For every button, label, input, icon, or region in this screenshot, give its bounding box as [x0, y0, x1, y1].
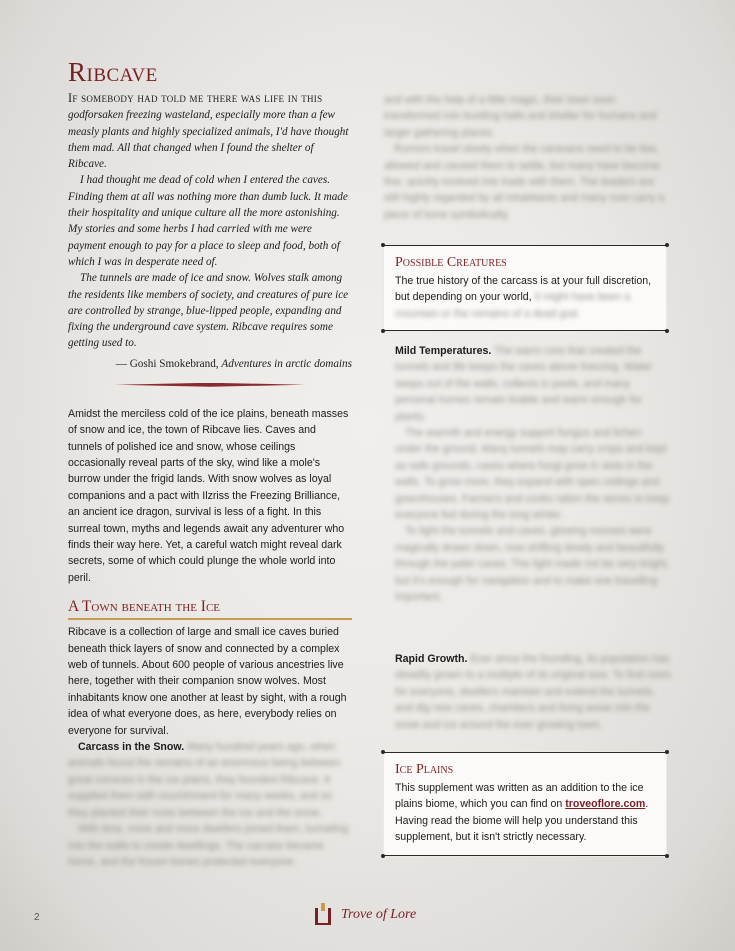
right-section-rapid-growth: [395, 651, 671, 733]
sidebar-heading: Ice Plains: [395, 762, 454, 777]
blurred-text: With time, more and more dwellers joined them, tunneling into the walls to create dwellings. The carcass became home, and the frozen bones protected everyone.: [68, 823, 349, 868]
runin-mild-temperatures: Mild Temperatures.: [395, 345, 492, 357]
blurred-text: it might have been a mountain or the remains of a dead god.: [395, 291, 630, 320]
intro-paragraph: Amidst the merciless cold of the ice plains, beneath masses of snow and ice, the town of Ribcave lies. Caves and tunnels of polished ice and snow, whose ceilings occasionally reveal parts of the sky, wind like a mole's burrow under the frigid lands. With snow wolves as loyal companions and a pact with Ilzriss the Freezing Brilliance, an ancient ice dragon, survival is less of a fight. In this surreal town, myths and legends await any adventurer who finds their way here. Yet, a careful watch might reveal dark secrets, some of which could plunge the whole world into peril.: [68, 407, 349, 584]
blurred-text: Ever since the founding, its population has steadily grown to a multiple of its original size. To find room for everyone, dwellers maintain and extend the tunnels, and dig new caves, chambers and living areas into the snow and ice around the ever growing town.: [395, 653, 671, 731]
sidebar-heading: Possible Creatures: [395, 255, 507, 270]
left-column: [68, 58, 352, 870]
brand-name: Trove of Lore: [341, 907, 417, 922]
quote-source-title: Adventures in arctic domains: [221, 357, 352, 370]
section-town-text: Ribcave is a collection of large and small ice caves buried beneath thick layers of snow and connected by a complex web of tunnels. About 600 people of various ancestries live here, together with their companion snow wolves. Most inhabitants know one another at least by sight, with a rough idea of what everyone does, as here, everybody relies on everyone for survival.: [68, 626, 347, 737]
runin-rapid-growth: Rapid Growth.: [395, 653, 468, 665]
runin-carcass: Carcass in the Snow.: [78, 741, 185, 754]
ornamental-divider: [115, 380, 305, 390]
brand-logo: [313, 903, 416, 927]
sidebar-ice-plains: Ice Plains This supplement was written as an addition to the ice plains biome, which you can find on troveoflore.com. Having read the biome will help you understand this supplement, but it isn't strictly necessary.: [384, 752, 666, 856]
blurred-text: To light the tunnels and caves, glowing mosses were magically drawn down, now shifting slowly and beautifully through the paler caves. The light made not be very bright, but it's enough for navigation and to make one travelling important.: [395, 525, 670, 604]
section-heading-town: A Town beneath the Ice: [68, 598, 352, 620]
quote-paragraph-2: I had thought me dead of cold when I entered the caves. Finding them at all was nothing more than dumb luck. It made their hospitality and unique culture all the more astonishing. My stories and some herbs I had carried with me were payment enough to pay for a place to sleep and food, both of which I was in desperate need of.: [68, 174, 348, 268]
blurred-text: The warmth and energy support fungus and lichen under the ground. Many tunnels may carry crops and kept as safe grounds, caves where fungi grow in slots in the walls. To grow more, they expand with open ceilings and greenhouses. Farmers and cooks ration the stores to keep everyone fed during the long winter.: [395, 427, 670, 522]
book-icon: [313, 903, 333, 927]
sidebar-text: The true history of the carcass is at your full discretion, but depending on your world,: [395, 275, 652, 304]
blurred-text: and with the help of a little magic, their town soon transformed into bustling halls and shelter for humans and larger gathering places. Rumors travel slowly when the caravans need to be few, allowed and caused them to settle, but many have become fine, quickly evolved into trade with them. The leaders are still highly regarded by all inhabitants and many now carry a piece of bone symbolically.: [384, 94, 665, 221]
right-section-mild-temperatures: [395, 343, 671, 606]
page-number: 2: [34, 912, 40, 923]
quote-attribution: — Goshi Smokebrand, Adventures in arctic domains: [115, 357, 352, 370]
sidebar-possible-creatures: [384, 245, 666, 331]
blurred-text: The warm core that created the tunnels and life keeps the caves above freezing. Water seeps out of the walls, collects in pools, and many personal homes remain livable and warm enough for plants.: [395, 345, 652, 423]
blurred-text: Many hundred years ago, when animals found the remains of an enormous being between great crevices in the ice plains, they founded Ribcave. It supplied them with nourishment for many weeks, and so they planted their roots between the ice and the snow.: [68, 741, 341, 819]
page-title: Ribcave: [68, 57, 158, 87]
epigraph-quote: [68, 90, 352, 352]
quote-paragraph-3: The tunnels are made of ice and snow. Wolves stalk among the residents like members of society, and creatures of pure ice are controlled by strange, blue-lipped people, expanding and fixing the underground cave system. Ribcave requires some getting used to.: [68, 272, 349, 350]
right-column: [384, 92, 670, 223]
troveoflore-link[interactable]: troveoflore.com: [565, 798, 646, 811]
quote-lead: If somebody had told me there was life in this: [68, 91, 323, 105]
quote-paragraph-1: godforsaken freezing wasteland, especially more than a few measly plants and highly specialized animals, I'd have thought them mad. All that changed when I found the shelter of Ribcave.: [68, 109, 349, 171]
